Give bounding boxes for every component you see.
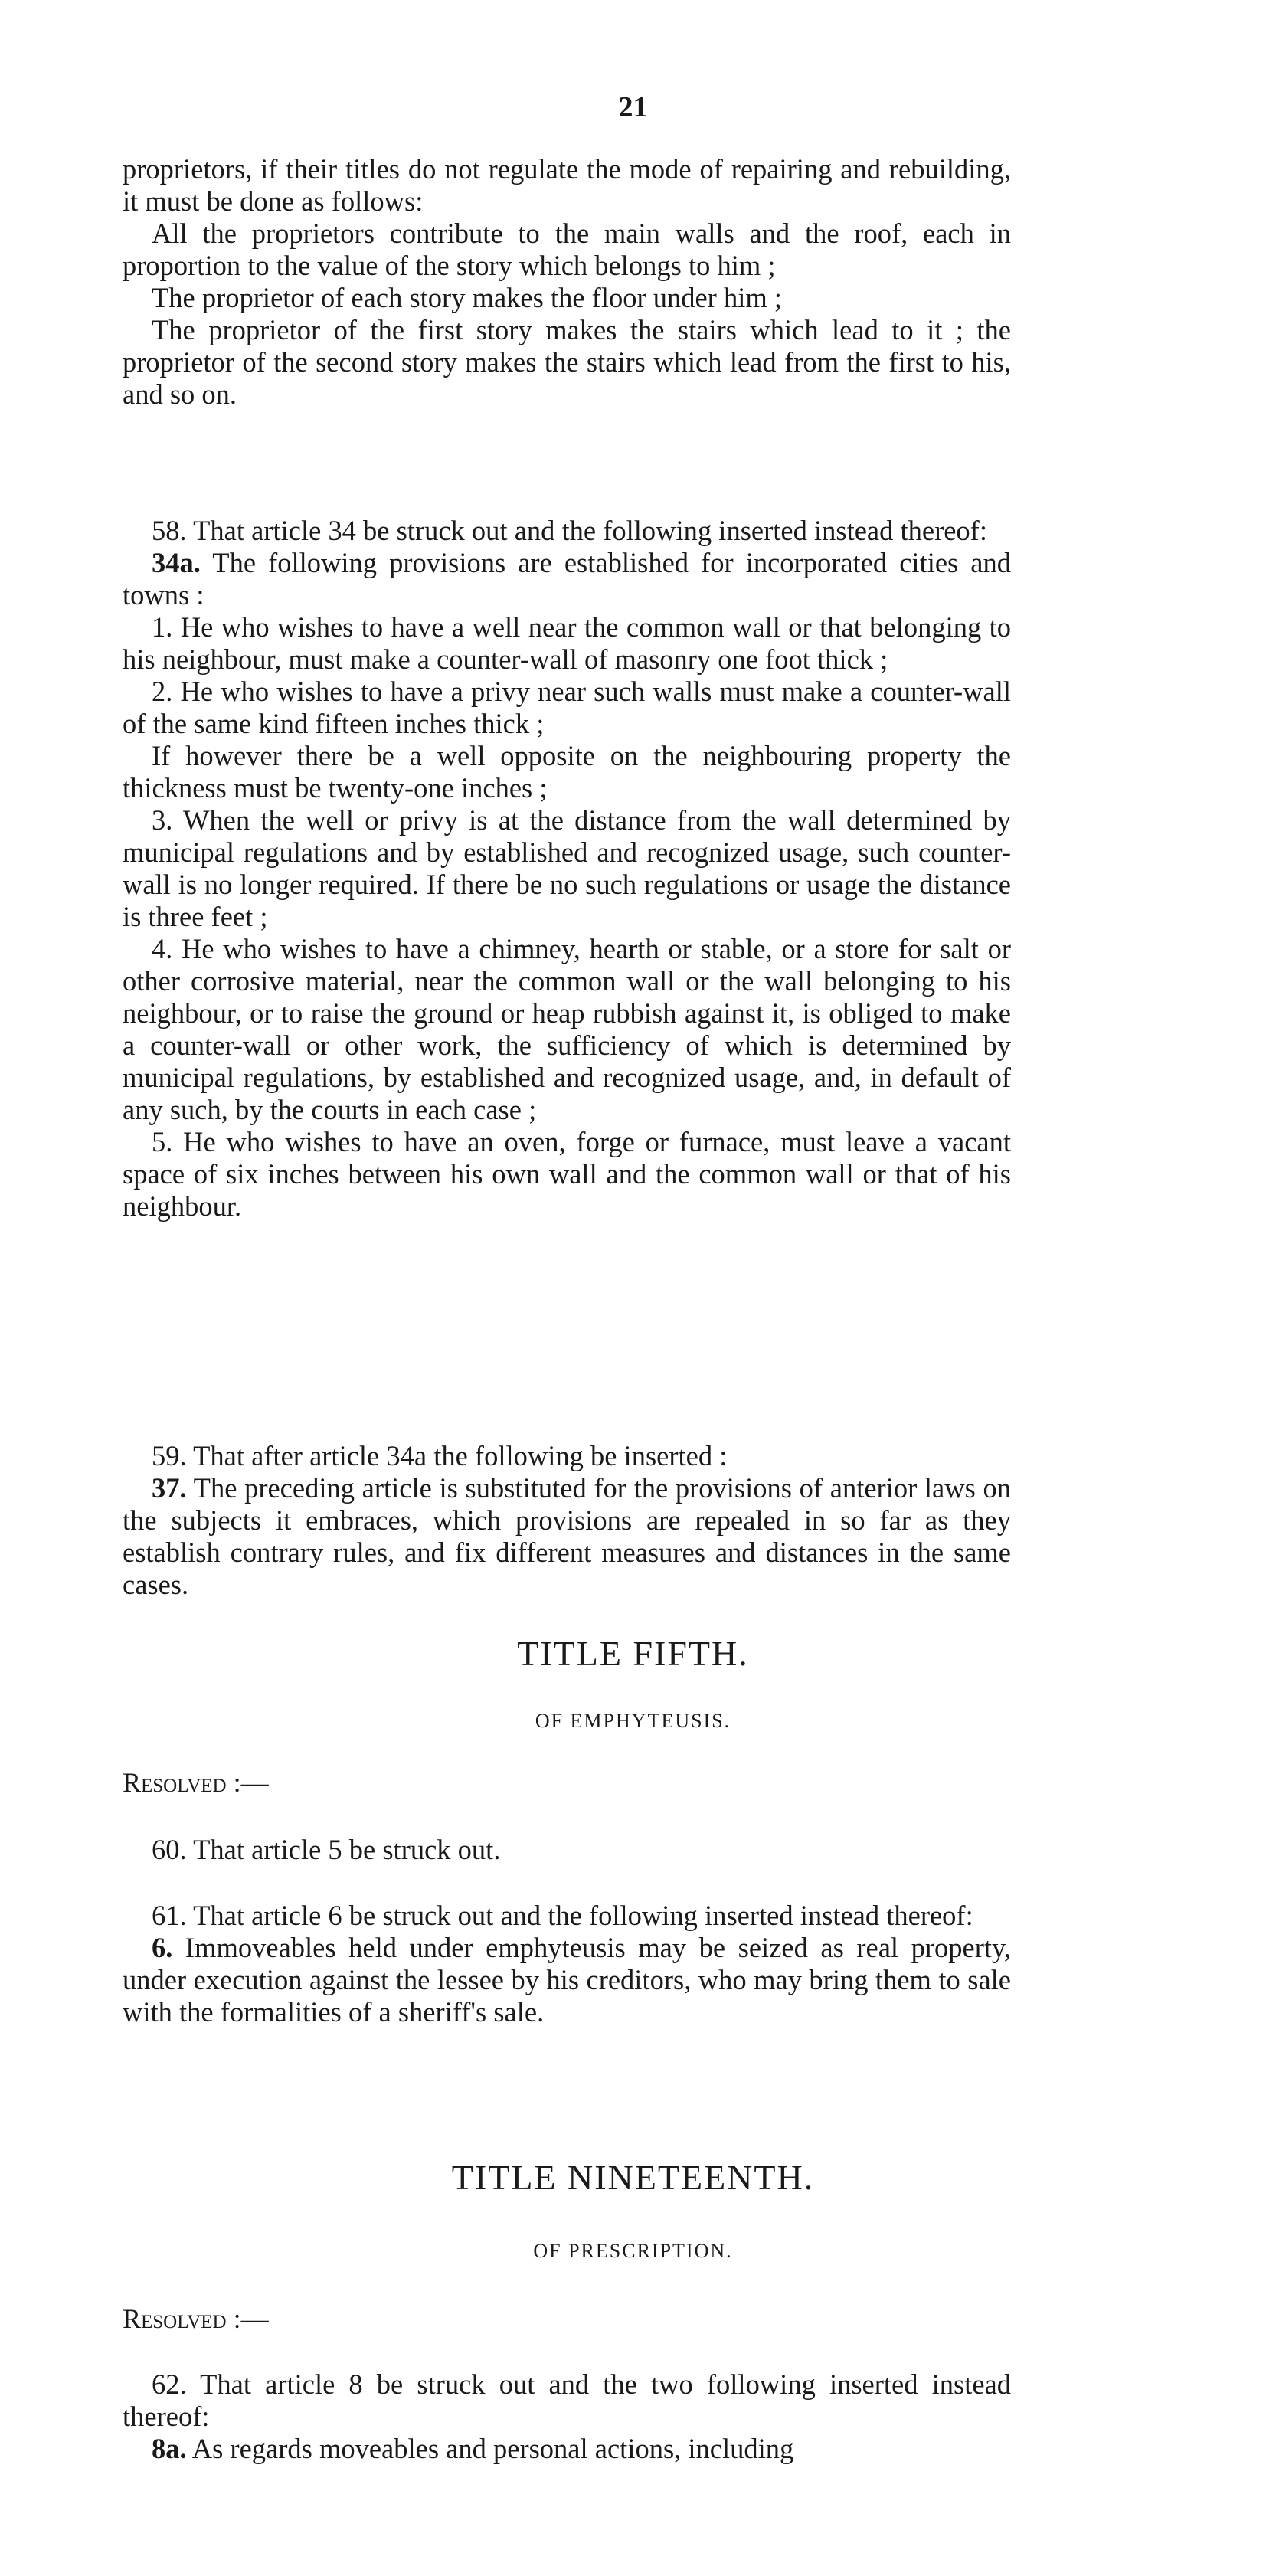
resolved-1-block [123, 1766, 1011, 1799]
article-8a-lead: 8a. [152, 2433, 187, 2464]
article-6-text [123, 1932, 1011, 2028]
article-34a-heading-text: The following provisions are established for incorporated cities and towns : [123, 547, 1011, 610]
resolved-label-2: Resolved :— [123, 2303, 269, 2334]
resolved-2-block [123, 2303, 1011, 2335]
article-60-block [123, 1834, 1011, 1866]
article-37-lead: 37. [152, 1472, 187, 1504]
article-62-intro: 62. That article 8 be struck out and the two following inserted instead thereof: [123, 2368, 1011, 2432]
title-nineteenth-subtitle: OF PRESCRIPTION. [533, 2240, 733, 2262]
resolved-label-1: Resolved :— [123, 1767, 269, 1798]
article-58-block [123, 515, 1011, 1223]
intro-paragraph-1: proprietors, if their titles do not regulate the mode of repairing and rebuilding, it must be done as follows: [123, 153, 1011, 217]
article-34a-item-3: 3. When the well or privy is at the distance from the wall determined by municipal regulations and by established and recognized usage, such counter-wall is no longer required. If there be no such regulations or usage the distance is three feet ; [123, 804, 1011, 932]
article-61-block [123, 1900, 1011, 2028]
article-34a-item-2b: If however there be a well opposite on the neighbouring property the thickness must be twenty-one inches ; [123, 740, 1011, 804]
title-fifth: TITLE FIFTH. [517, 1634, 749, 1673]
article-34a-item-2: 2. He who wishes to have a privy near such walls must make a counter-wall of the same kind fifteen inches thick ; [123, 676, 1011, 739]
article-37-text [123, 1472, 1011, 1601]
intro-paragraph-4: The proprietor of the first story makes the stairs which lead to it ; the proprietor of the second story makes the stairs which lead from the first to his, and so on. [123, 314, 1011, 410]
article-8a-text [123, 2433, 1011, 2465]
article-34a-lead: 34a. [152, 547, 201, 578]
intro-paragraph-2: All the proprietors contribute to the main walls and the roof, each in proportion to the value of the story which belongs to him ; [123, 218, 1011, 281]
article-59-block [123, 1440, 1011, 1601]
article-62-block [123, 2368, 1011, 2465]
article-34a-item-1: 1. He who wishes to have a well near the common wall or that belonging to his neighbour, must make a counter-wall of masonry one foot thick ; [123, 611, 1011, 675]
intro-block [123, 153, 1011, 411]
article-8a-body: As regards moveables and personal actions, including [186, 2433, 794, 2464]
page-number: 21 [618, 91, 648, 123]
intro-paragraph-3: The proprietor of each story makes the floor under him ; [152, 282, 783, 313]
article-6-body: Immoveables held under emphyteusis may be seized as real property, under execution against the lessee by his creditors, who may bring them to sale with the formalities of a sheriff's sale. [123, 1932, 1011, 2028]
article-37-body: The preceding article is substituted for the provisions of anterior laws on the subjects it embraces, which provisions are repealed in so far as they establish contrary rules, and fix different measures and distances in the same cases. [123, 1472, 1011, 1600]
title-fifth-subtitle: OF EMPHYTEUSIS. [535, 1710, 731, 1732]
title-nineteenth: TITLE NINETEENTH. [451, 2158, 815, 2197]
article-60-text: 60. That article 5 be struck out. [152, 1834, 501, 1865]
article-34a-heading [123, 547, 1011, 611]
article-6-lead: 6. [152, 1932, 173, 1963]
article-58-intro: 58. That article 34 be struck out and the following inserted instead thereof: [152, 515, 987, 546]
article-61-intro: 61. That article 6 be struck out and the following inserted instead thereof: [152, 1900, 973, 1931]
article-34a-item-4: 4. He who wishes to have a chimney, hearth or stable, or a store for salt or other corrosive material, near the common wall or the wall belonging to his neighbour, or to raise the ground or heap rubbish against it, is obliged to make a counter-wall or other work, the sufficiency of which is determined by municipal regulations, by established and recognized usage, and, in default of any such, by the courts in each case ; [123, 933, 1011, 1125]
article-59-intro: 59. That after article 34a the following be inserted : [152, 1440, 728, 1471]
article-34a-item-5: 5. He who wishes to have an oven, forge or furnace, must leave a vacant space of six inches between his own wall and the common wall or that of his neighbour. [123, 1126, 1011, 1222]
